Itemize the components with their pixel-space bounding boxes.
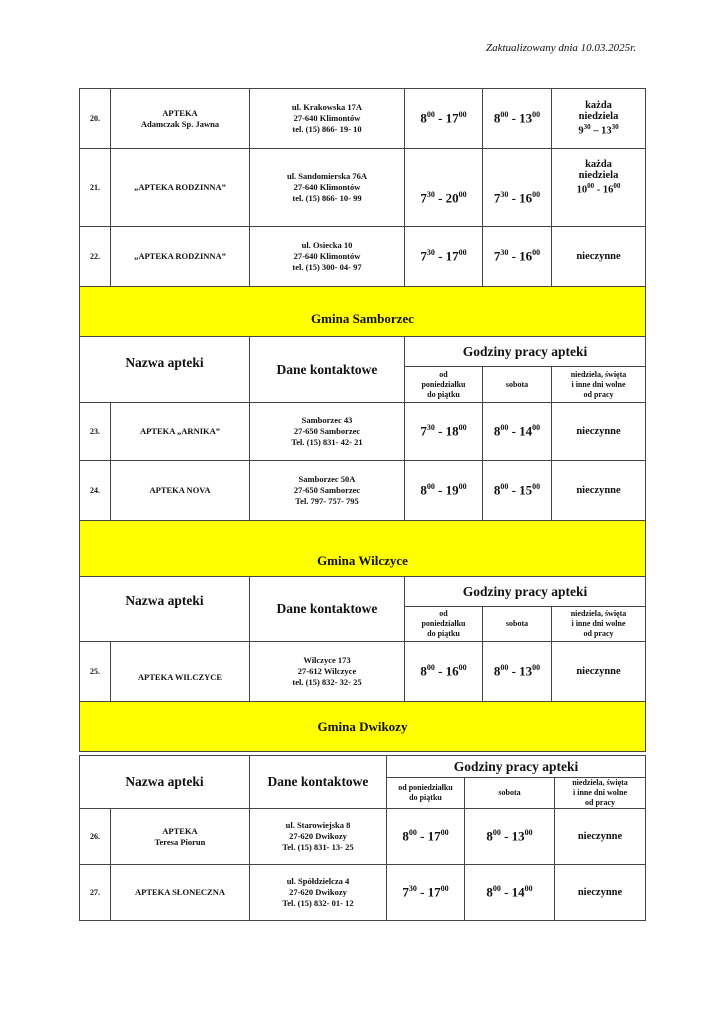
saturday-header: sobota [483,607,552,642]
row-number: 25. [80,642,111,702]
municipality-row [80,521,646,577]
table-row [80,642,646,702]
row-number: 21. [80,149,111,227]
hours-column-header: Godziny pracy apteki [405,337,646,367]
contact-details: ul. Starowiejska 8 27-620 Dwikozy Tel. (15) 831- 13- 25 [250,809,387,865]
saturday-hours: $8^{00} - 15^{00}$ [483,461,552,521]
municipality-heading: Gmina Wilczyce [80,521,646,577]
pharmacy-name: APTEKA SŁONECZNA [111,865,250,921]
pharmacy-name: APTEKA Teresa Piorun [111,809,250,865]
updated-date: Zaktualizowany dnia 10.03.2025r. [485,42,636,54]
contact-details: ul. Spółdzielcza 4 27-620 Dwikozy Tel. (15) 832- 01- 12 [250,865,387,921]
sunday-header: niedziela, święta i inne dni wolne od pracy [555,778,646,809]
hours-column-header: Godziny pracy apteki [405,577,646,607]
header-row [80,337,646,367]
sunday-hours: każda niedziela $10^{00} - 16^{00}$ [552,149,646,227]
saturday-hours: $8^{00} - 14^{00}$ [483,403,552,461]
name-column-header: Nazwa apteki [80,756,250,809]
weekday-hours: $8^{00} - 17^{00}$ [387,809,465,865]
municipality-heading: Gmina Dwikozy [80,702,646,752]
table-row [80,865,646,921]
saturday-hours: $8^{00} - 13^{00}$ [465,809,555,865]
name-column-header: Nazwa apteki [80,337,250,403]
municipality-heading: Gmina Samborzec [80,287,646,337]
municipality-row [80,702,646,752]
weekday-hours: $7^{30} - 18^{00}$ [405,403,483,461]
pharmacy-table-b [79,755,646,921]
name-column-header: Nazwa apteki [80,577,250,642]
sunday-hours: nieczynne [552,403,646,461]
row-number: 23. [80,403,111,461]
table-row [80,403,646,461]
contact-details: ul. Krakowska 17A 27-640 Klimontów tel. (15) 866- 19- 10 [250,89,405,149]
contact-details: Samborzec 50A 27-650 Samborzec Tel. 797- 757- 795 [250,461,405,521]
weekday-hours: $7^{30} - 17^{00}$ [405,227,483,287]
sunday-hours: nieczynne [552,642,646,702]
row-number: 26. [80,809,111,865]
sunday-hours: nieczynne [552,461,646,521]
header-row [80,577,646,607]
municipality-row [80,287,646,337]
sunday-header: niedziela, święta i inne dni wolne od pracy [552,607,646,642]
contact-details: ul. Osiecka 10 27-640 Klimontów tel. (15) 300- 04- 97 [250,227,405,287]
weekday-hours: $7^{30} - 20^{00}$ [405,149,483,227]
pharmacy-table-a [79,88,646,752]
table-row [80,89,646,149]
weekday-hours: $8^{00} - 16^{00}$ [405,642,483,702]
saturday-hours: $8^{00} - 13^{00}$ [483,642,552,702]
table-row [80,149,646,227]
contact-details: ul. Sandomierska 76A 27-640 Klimontów tel. (15) 866- 10- 99 [250,149,405,227]
contact-details: Wilczyce 173 27-612 Wilczyce tel. (15) 832- 32- 25 [250,642,405,702]
hours-column-header: Godziny pracy apteki [387,756,646,778]
sunday-hours: nieczynne [555,865,646,921]
contact-column-header: Dane kontaktowe [250,337,405,403]
weekday-hours: $8^{00} - 19^{00}$ [405,461,483,521]
contact-details: Samborzec 43 27-650 Samborzec Tel. (15) 831- 42- 21 [250,403,405,461]
saturday-header: sobota [465,778,555,809]
pharmacy-name: APTEKA NOVA [111,461,250,521]
sunday-hours: nieczynne [555,809,646,865]
header-row [80,756,646,778]
saturday-header: sobota [483,367,552,403]
weekday-header: od poniedziałku do piątku [405,607,483,642]
pharmacy-name: APTEKA „ARNIKA” [111,403,250,461]
table-row [80,227,646,287]
saturday-hours: $8^{00} - 14^{00}$ [465,865,555,921]
sunday-hours: każda niedziela $9^{30} - 13^{30}$ [552,89,646,149]
weekday-hours: $8^{00} - 17^{00}$ [405,89,483,149]
saturday-hours: $7^{30} - 16^{00}$ [483,149,552,227]
weekday-hours: $7^{30} - 17^{00}$ [387,865,465,921]
saturday-hours: $7^{30} - 16^{00}$ [483,227,552,287]
sunday-header: niedziela, święta i inne dni wolne od pracy [552,367,646,403]
row-number: 27. [80,865,111,921]
row-number: 22. [80,227,111,287]
weekday-header: od poniedziałku do piątku [405,367,483,403]
table-row [80,461,646,521]
pharmacy-name: „APTEKA RODZINNA” [111,149,250,227]
pharmacy-name: APTEKA Adamczak Sp. Jawna [111,89,250,149]
saturday-hours: $8^{00} - 13^{00}$ [483,89,552,149]
row-number: 20. [80,89,111,149]
pharmacy-name: APTEKA WILCZYCE [111,642,250,702]
weekday-header: od poniedziałku do piątku [387,778,465,809]
pharmacy-name: „APTEKA RODZINNA” [111,227,250,287]
row-number: 24. [80,461,111,521]
contact-column-header: Dane kontaktowe [250,577,405,642]
contact-column-header: Dane kontaktowe [250,756,387,809]
table-row [80,809,646,865]
sunday-hours: nieczynne [552,227,646,287]
